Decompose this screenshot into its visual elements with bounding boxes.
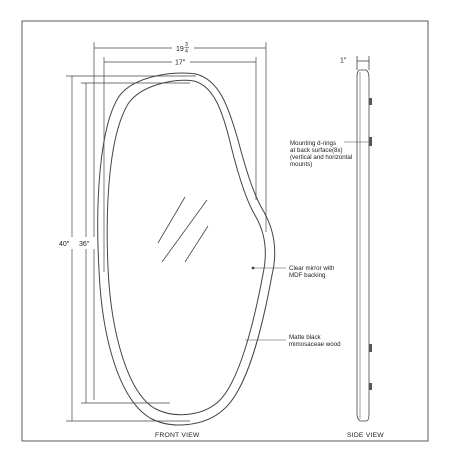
mounting-callout-line: at back surface(8x) [290,147,343,154]
mirror-callout-dot [252,267,254,269]
mounting-callout [290,140,352,168]
outer-width-label: 19 [176,46,184,53]
frame-callout [289,334,341,348]
outer-width-fraction-denominator: 4 [185,48,188,55]
mirror-callout [289,265,335,279]
side-view-label: SIDE VIEW [347,432,384,439]
inner-width-label: 17" [175,59,186,67]
d-ring-bracket [369,383,372,390]
mirror-callout-line: Clear mirror with [289,265,335,272]
mounting-callout-line: (vertical and horizontal [290,154,353,161]
outer-height-label: 40" [59,241,70,248]
glass-reflection-line [185,226,208,262]
mirror-frame-outer-outline [98,73,275,425]
mounting-callout-line: mounts) [290,161,313,168]
frame-callout-line: mimosaceae wood [289,341,341,348]
d-ring-bracket [369,137,372,146]
glass-reflection-line [162,200,207,262]
side-profile-outline [357,70,369,421]
front-view [98,73,275,425]
inner-height-label: 36" [79,241,90,248]
mirror-callout-line: MDF backing [289,272,326,279]
callout-leaders [245,142,369,340]
sheet-border [22,21,428,441]
d-ring-bracket [369,98,372,105]
d-ring-bracket [369,344,372,352]
front-view-label: FRONT VIEW [155,432,200,439]
side-view [357,56,372,421]
outer-width-fraction-numerator: 3 [185,42,188,48]
mounting-callout-line: Mounting d-rings [290,140,337,147]
mirror-glass-inner-outline [107,80,265,414]
depth-label: 1" [340,57,347,65]
frame-callout-line: Matte black [289,334,321,341]
